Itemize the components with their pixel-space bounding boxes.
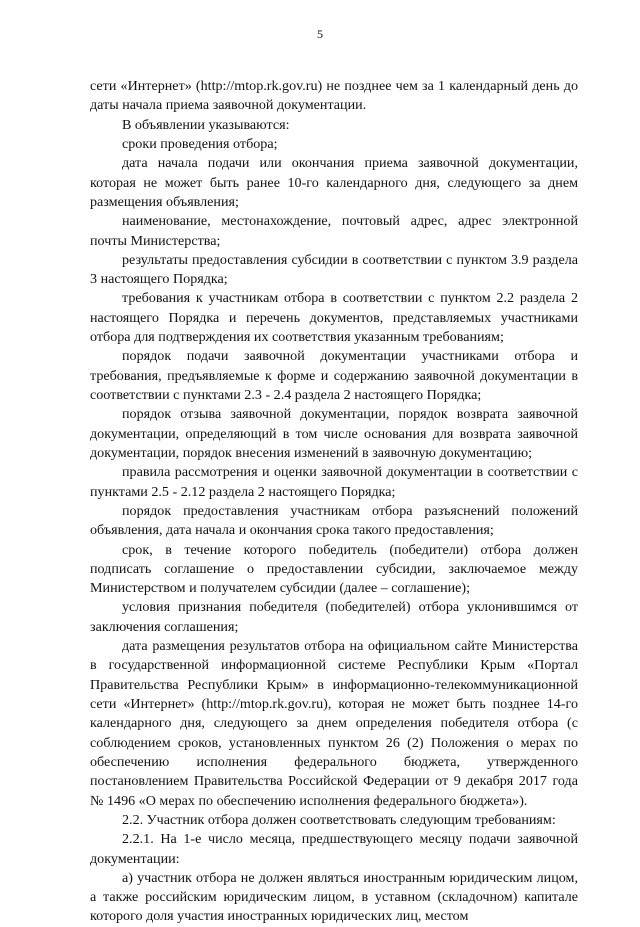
paragraph: порядок предоставления участникам отбора разъяснений положений объявления, дата начала и окончания срока такого предоставления; xyxy=(90,502,578,539)
paragraph: В объявлении указываются: xyxy=(122,116,290,133)
paragraph: требования к участникам отбора в соответствии с пунктом 2.2 раздела 2 настоящего Порядка и перечень документов, представляемых участниками отбора для подтверждения их соответствия указанным требованиям; xyxy=(90,290,578,346)
paragraph: наименование, местонахождение, почтовый адрес, адрес электронной почты Министерства; xyxy=(90,213,578,249)
paragraph: результаты предоставления субсидии в соответствии с пунктом 3.9 раздела 3 настоящего Порядка; xyxy=(90,251,578,288)
paragraph: дата размещения результатов отбора на официальном сайте Министерства в государственной информационной системе Республики Крым «Портал Правительства Республики Крым» в информационно-телекоммуникационной сети «Интернет» (http://mtop.rk.gov.ru), которая не может быть позднее 14-го календарного дня, следующего за днем определения победителя отбора (с соблюдением сроков, установленных пунктом 26 (2) Положения о мерах по обеспечению исполнения федерального бюджета, утвержденного постановлением Правительства Российской Федерации от 9 декабря 2017 года № 1496 «О мерах по обеспечению исполнения федерального бюджета»). xyxy=(90,638,578,809)
paragraph: дата начала подачи или окончания приема заявочной документации, которая не может быть ранее 10-го календарного дня, следующего за днем размещения объявления; xyxy=(90,155,578,210)
paragraph: 2.2.1. На 1-е число месяца, предшествующего месяцу подачи заявочной документации: xyxy=(90,831,578,867)
document-body xyxy=(90,77,578,927)
page-number: 5 xyxy=(317,27,323,41)
paragraph: порядок отзыва заявочной документации, порядок возврата заявочной документации, определяющий в том числе основания для возврата заявочной документации, порядок внесения изменений в заявочную документацию; xyxy=(90,406,578,461)
paragraph: сроки проведения отбора; xyxy=(122,135,278,152)
paragraph: а) участник отбора не должен являться иностранным юридическим лицом, а также российским юридическим лицом, в уставном (складочном) капитале которого доля участия иностранных юридических лиц, местом xyxy=(90,869,578,925)
paragraph: правила рассмотрения и оценки заявочной документации в соответствии с пунктами 2.5 - 2.12 раздела 2 настоящего Порядка; xyxy=(90,464,578,500)
paragraph-continuation: сети «Интернет» (http://mtop.rk.gov.ru) не позднее чем за 1 календарный день до даты начала приема заявочной документации. xyxy=(90,78,578,114)
paragraph: условия признания победителя (победителей) отбора уклонившимся от заключения соглашения; xyxy=(90,599,578,635)
paragraph: срок, в течение которого победитель (победители) отбора должен подписать соглашение о предоставлении субсидии, заключаемое между Министерством и получателем субсидии (далее – соглашение); xyxy=(90,541,578,597)
paragraph: 2.2. Участник отбора должен соответствовать следующим требованиям: xyxy=(122,811,556,828)
paragraph: порядок подачи заявочной документации участниками отбора и требования, предъявляемые к форме и содержанию заявочной документации в соответствии с пунктами 2.3 - 2.4 раздела 2 настоящего Порядка; xyxy=(90,348,578,403)
